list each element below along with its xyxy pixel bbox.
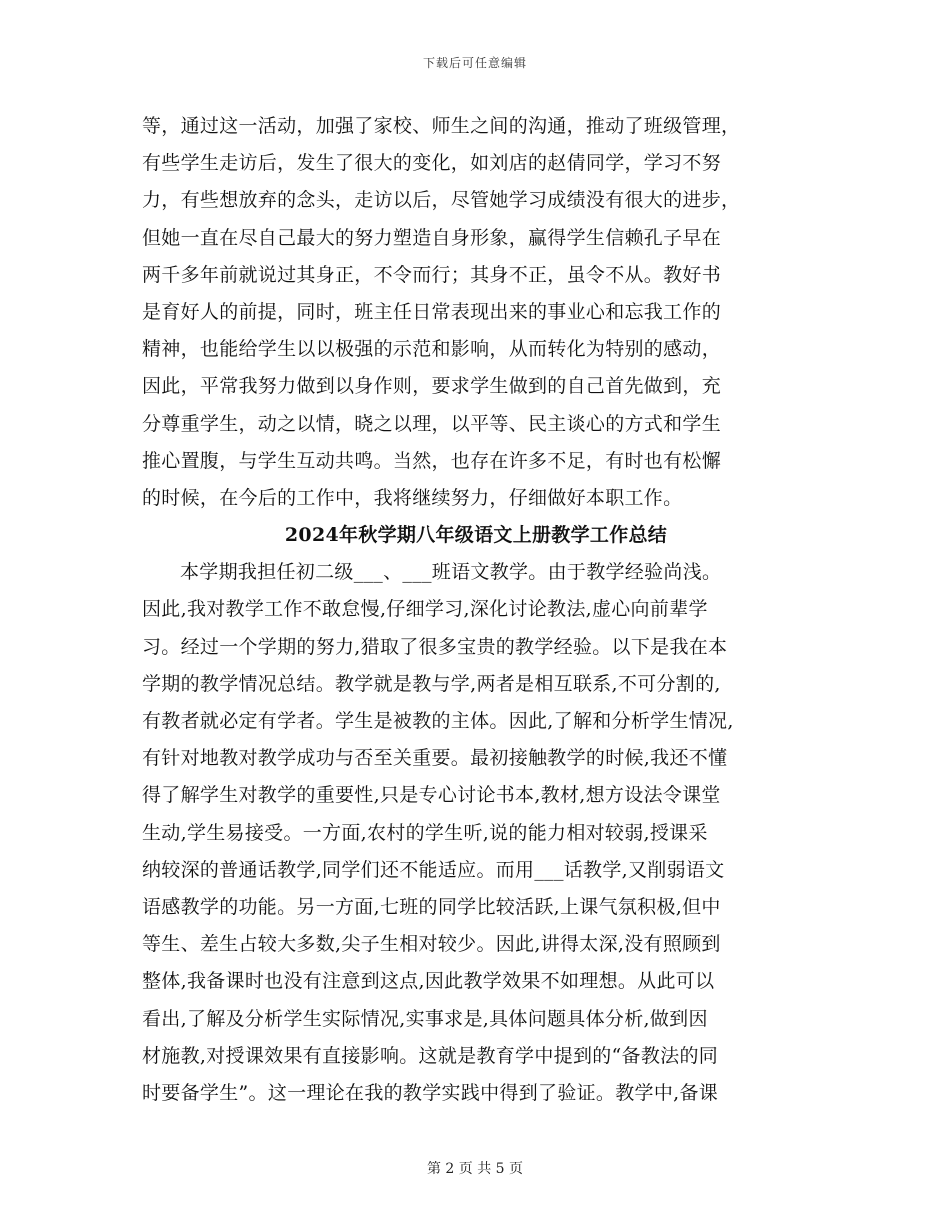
paragraph-2-line-12: 整体,我备课时也没有注意到这点,因此教学效果不如理想。从此可以 — [142, 970, 715, 993]
paragraph-1-line-1: 等，通过这一活动，加强了家校、师生之间的沟通，推动了班级管理， — [142, 115, 741, 137]
paragraph-2-line-9: 纳较深的普通话教学,同学们还不能适应。而用___话教学,又削弱语文 — [142, 858, 725, 881]
paragraph-2-line-14: 材施教,对授课效果有直接影响。这就是教育学中提到的“备教法的同 — [142, 1044, 719, 1067]
paragraph-2-line-10: 语感教学的功能。另一方面,七班的同学比较活跃,上课气氛积极,但中 — [142, 895, 721, 918]
paragraph-1-line-2: 有些学生走访后，发生了很大的变化，如刘店的赵倩同学，学习不努 — [142, 152, 722, 175]
paragraph-2-line-5: 有教者就必定有学者。学生是被教的主体。因此,了解和分析学生情况, — [142, 710, 734, 732]
paragraph-1-line-8: 因此，平常我努力做到以身作则，要求学生做到的自己首先做到，充 — [142, 375, 722, 398]
paragraph-1-line-7: 精神，也能给学生以以极强的示范和影响，从而转化为特别的感动， — [142, 338, 722, 361]
paragraph-1-line-11: 的时候，在今后的工作中，我将继续努力，仔细做好本职工作。 — [142, 486, 683, 509]
paragraph-1-line-5: 两千多年前就说过其身正，不令而行；其身不正，虽令不从。教好书 — [142, 263, 722, 286]
section-title: 2024年秋学期八年级语文上册教学工作总结 — [284, 524, 668, 547]
paragraph-1-line-4: 但她一直在尽自己最大的努力塑造自身形象，赢得学生信赖孔子早在 — [142, 226, 722, 249]
paragraph-1-line-10: 推心置腹，与学生互动共鸣。当然，也存在许多不足，有时也有松懈 — [142, 449, 722, 472]
paragraph-1-line-9: 分尊重学生，动之以情，晓之以理，以平等、民主谈心的方式和学生 — [142, 412, 722, 435]
paragraph-2-line-11: 等生、差生占较大多数,尖子生相对较少。因此,讲得太深,没有照顾到 — [142, 933, 721, 956]
page-footer: 第 2 页 共 5 页 — [426, 1161, 524, 1177]
paragraph-1-line-3: 力，有些想放弃的念头，走访以后，尽管她学习成绩没有很大的进步， — [142, 189, 741, 212]
paragraph-2-line-4: 学期的教学情况总结。教学就是教与学,两者是相互联系,不可分割的, — [142, 672, 721, 695]
document-body — [142, 108, 810, 1112]
paragraph-2-line-1: 本学期我担任初二级___、___班语文教学。由于教学经验尚浅。 — [180, 561, 722, 584]
paragraph-2-line-15: 时要备学生”。这一理论在我的教学实践中得到了验证。教学中,备课 — [142, 1081, 719, 1104]
paragraph-2-line-6: 有针对地教对教学成功与否至关重要。最初接触教学的时候,我还不懂 — [142, 747, 728, 770]
paragraph-2-line-8: 生动,学生易接受。一方面,农村的学生听,说的能力相对较弱,授课采 — [142, 821, 708, 844]
paragraph-2-line-3: 习。经过一个学期的努力,猎取了很多宝贵的教学经验。以下是我在本 — [142, 635, 728, 658]
paragraph-1-line-6: 是育好人的前提，同时，班主任日常表现出来的事业心和忘我工作的 — [142, 300, 722, 323]
page-header: 下载后可任意编辑 — [422, 56, 527, 70]
paragraph-2-line-7: 得了解学生对教学的重要性,只是专心讨论书本,教材,想方设法令课堂 — [142, 784, 721, 807]
paragraph-2-line-2: 因此,我对教学工作不敢怠慢,仔细学习,深化讨论教法,虚心向前辈学 — [142, 598, 708, 621]
paragraph-2-line-13: 看出,了解及分析学生实际情况,实事求是,具体问题具体分析,做到因 — [142, 1007, 708, 1030]
